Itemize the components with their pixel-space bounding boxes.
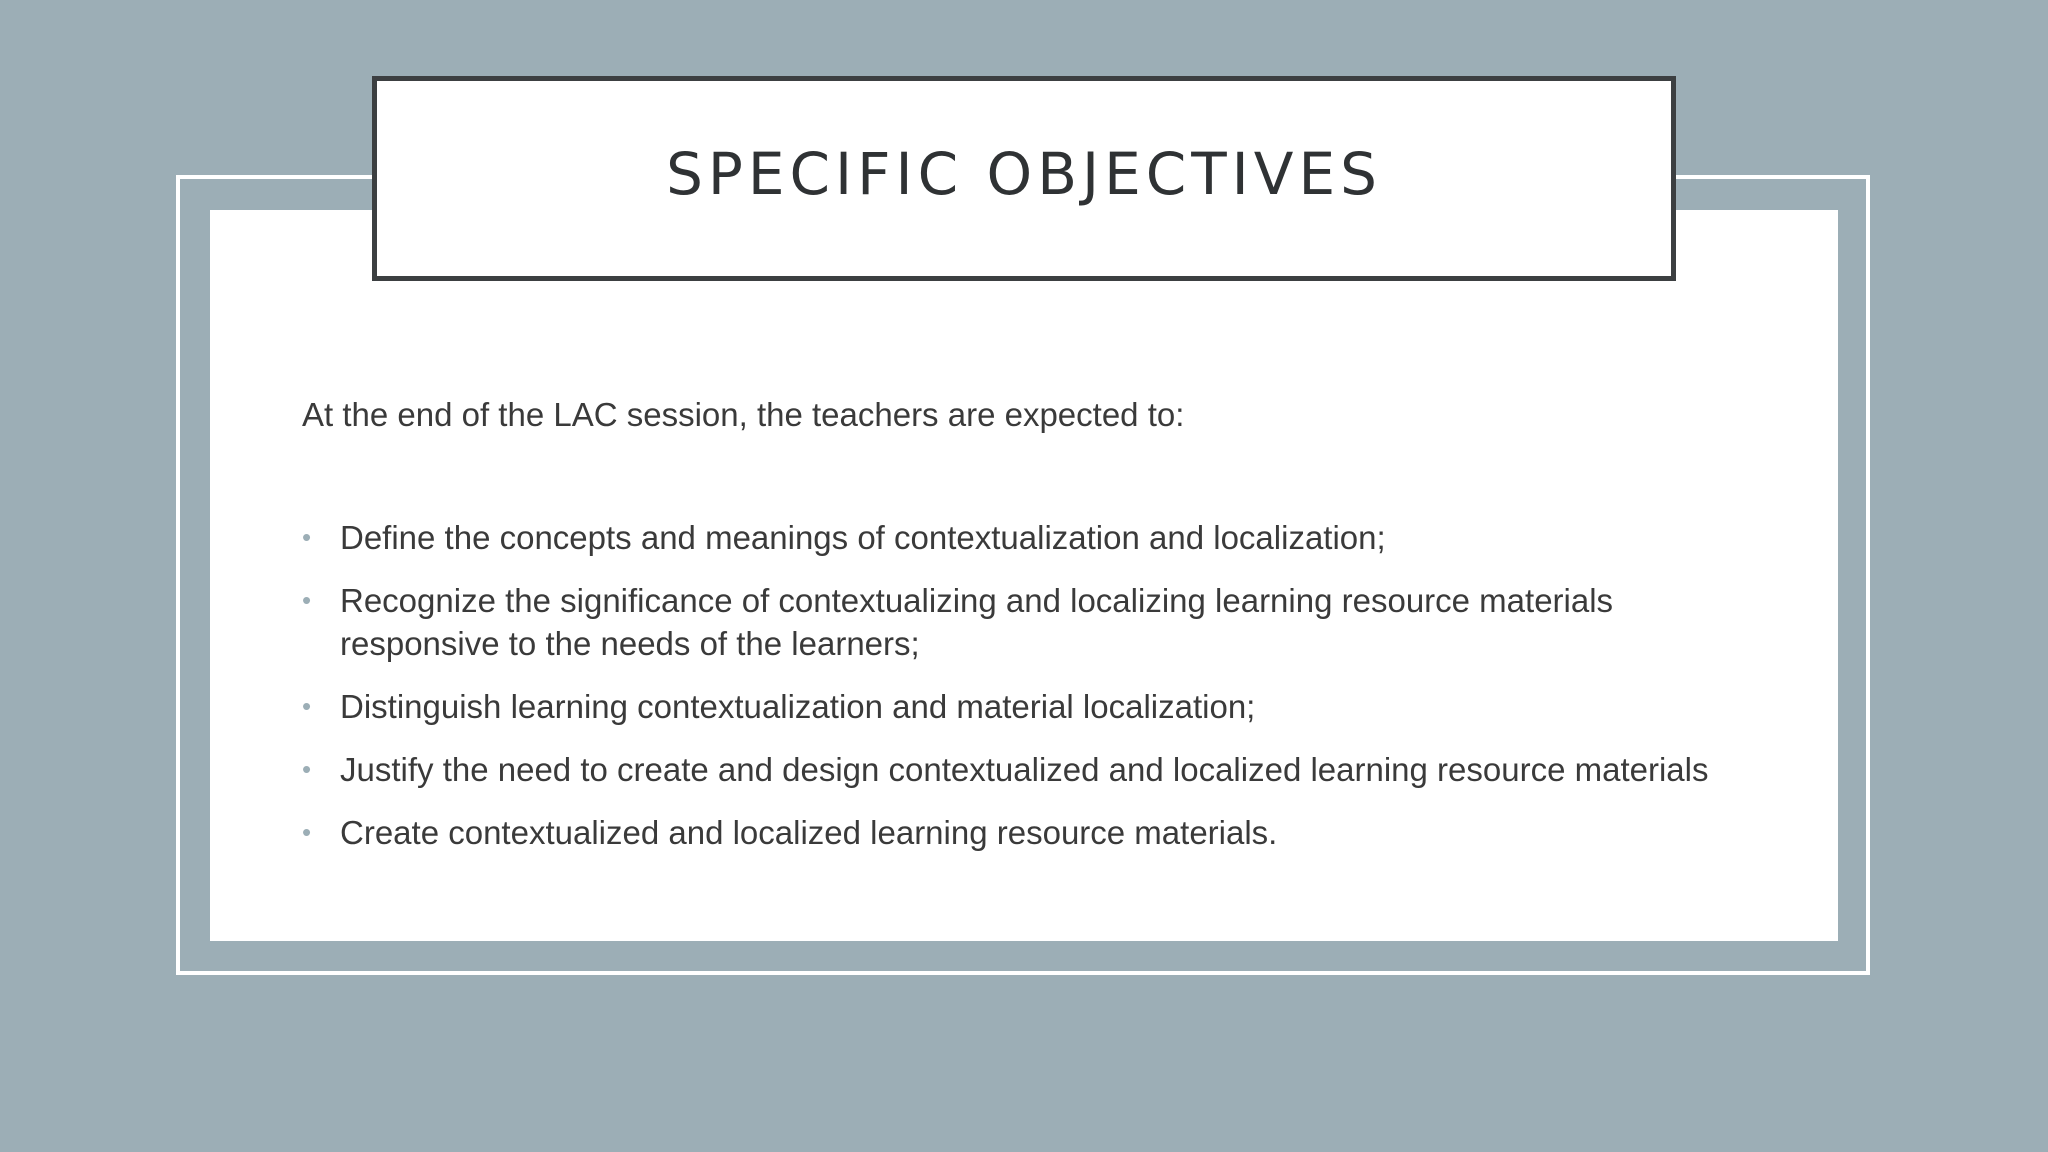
objective-item [302,748,1762,791]
objective-item [302,516,1762,559]
objective-text: Define the concepts and meanings of contextualization and localization; [340,519,1386,556]
intro-text: At the end of the LAC session, the teachers are expected to: [302,396,1185,433]
bullet-icon: • [302,522,312,552]
bullet-icon: • [302,585,312,615]
objective-item [302,685,1762,728]
objective-text: Justify the need to create and design contextualized and localized learning resource materials [340,751,1709,788]
objective-item [302,811,1762,854]
objective-text: Distinguish learning contextualization and material localization; [340,688,1256,725]
bullet-icon: • [302,817,312,847]
objective-text: Recognize the significance of contextualizing and localizing learning resource materials responsive to the needs of the learners; [340,582,1614,662]
objectives-list [302,516,1762,874]
bullet-icon: • [302,754,312,784]
objective-item [302,579,1762,665]
objective-text: Create contextualized and localized learning resource materials. [340,814,1278,851]
bullet-icon: • [302,691,312,721]
slide-title: SPECIFIC OBJECTIVES [666,139,1382,208]
title-box [372,76,1676,281]
